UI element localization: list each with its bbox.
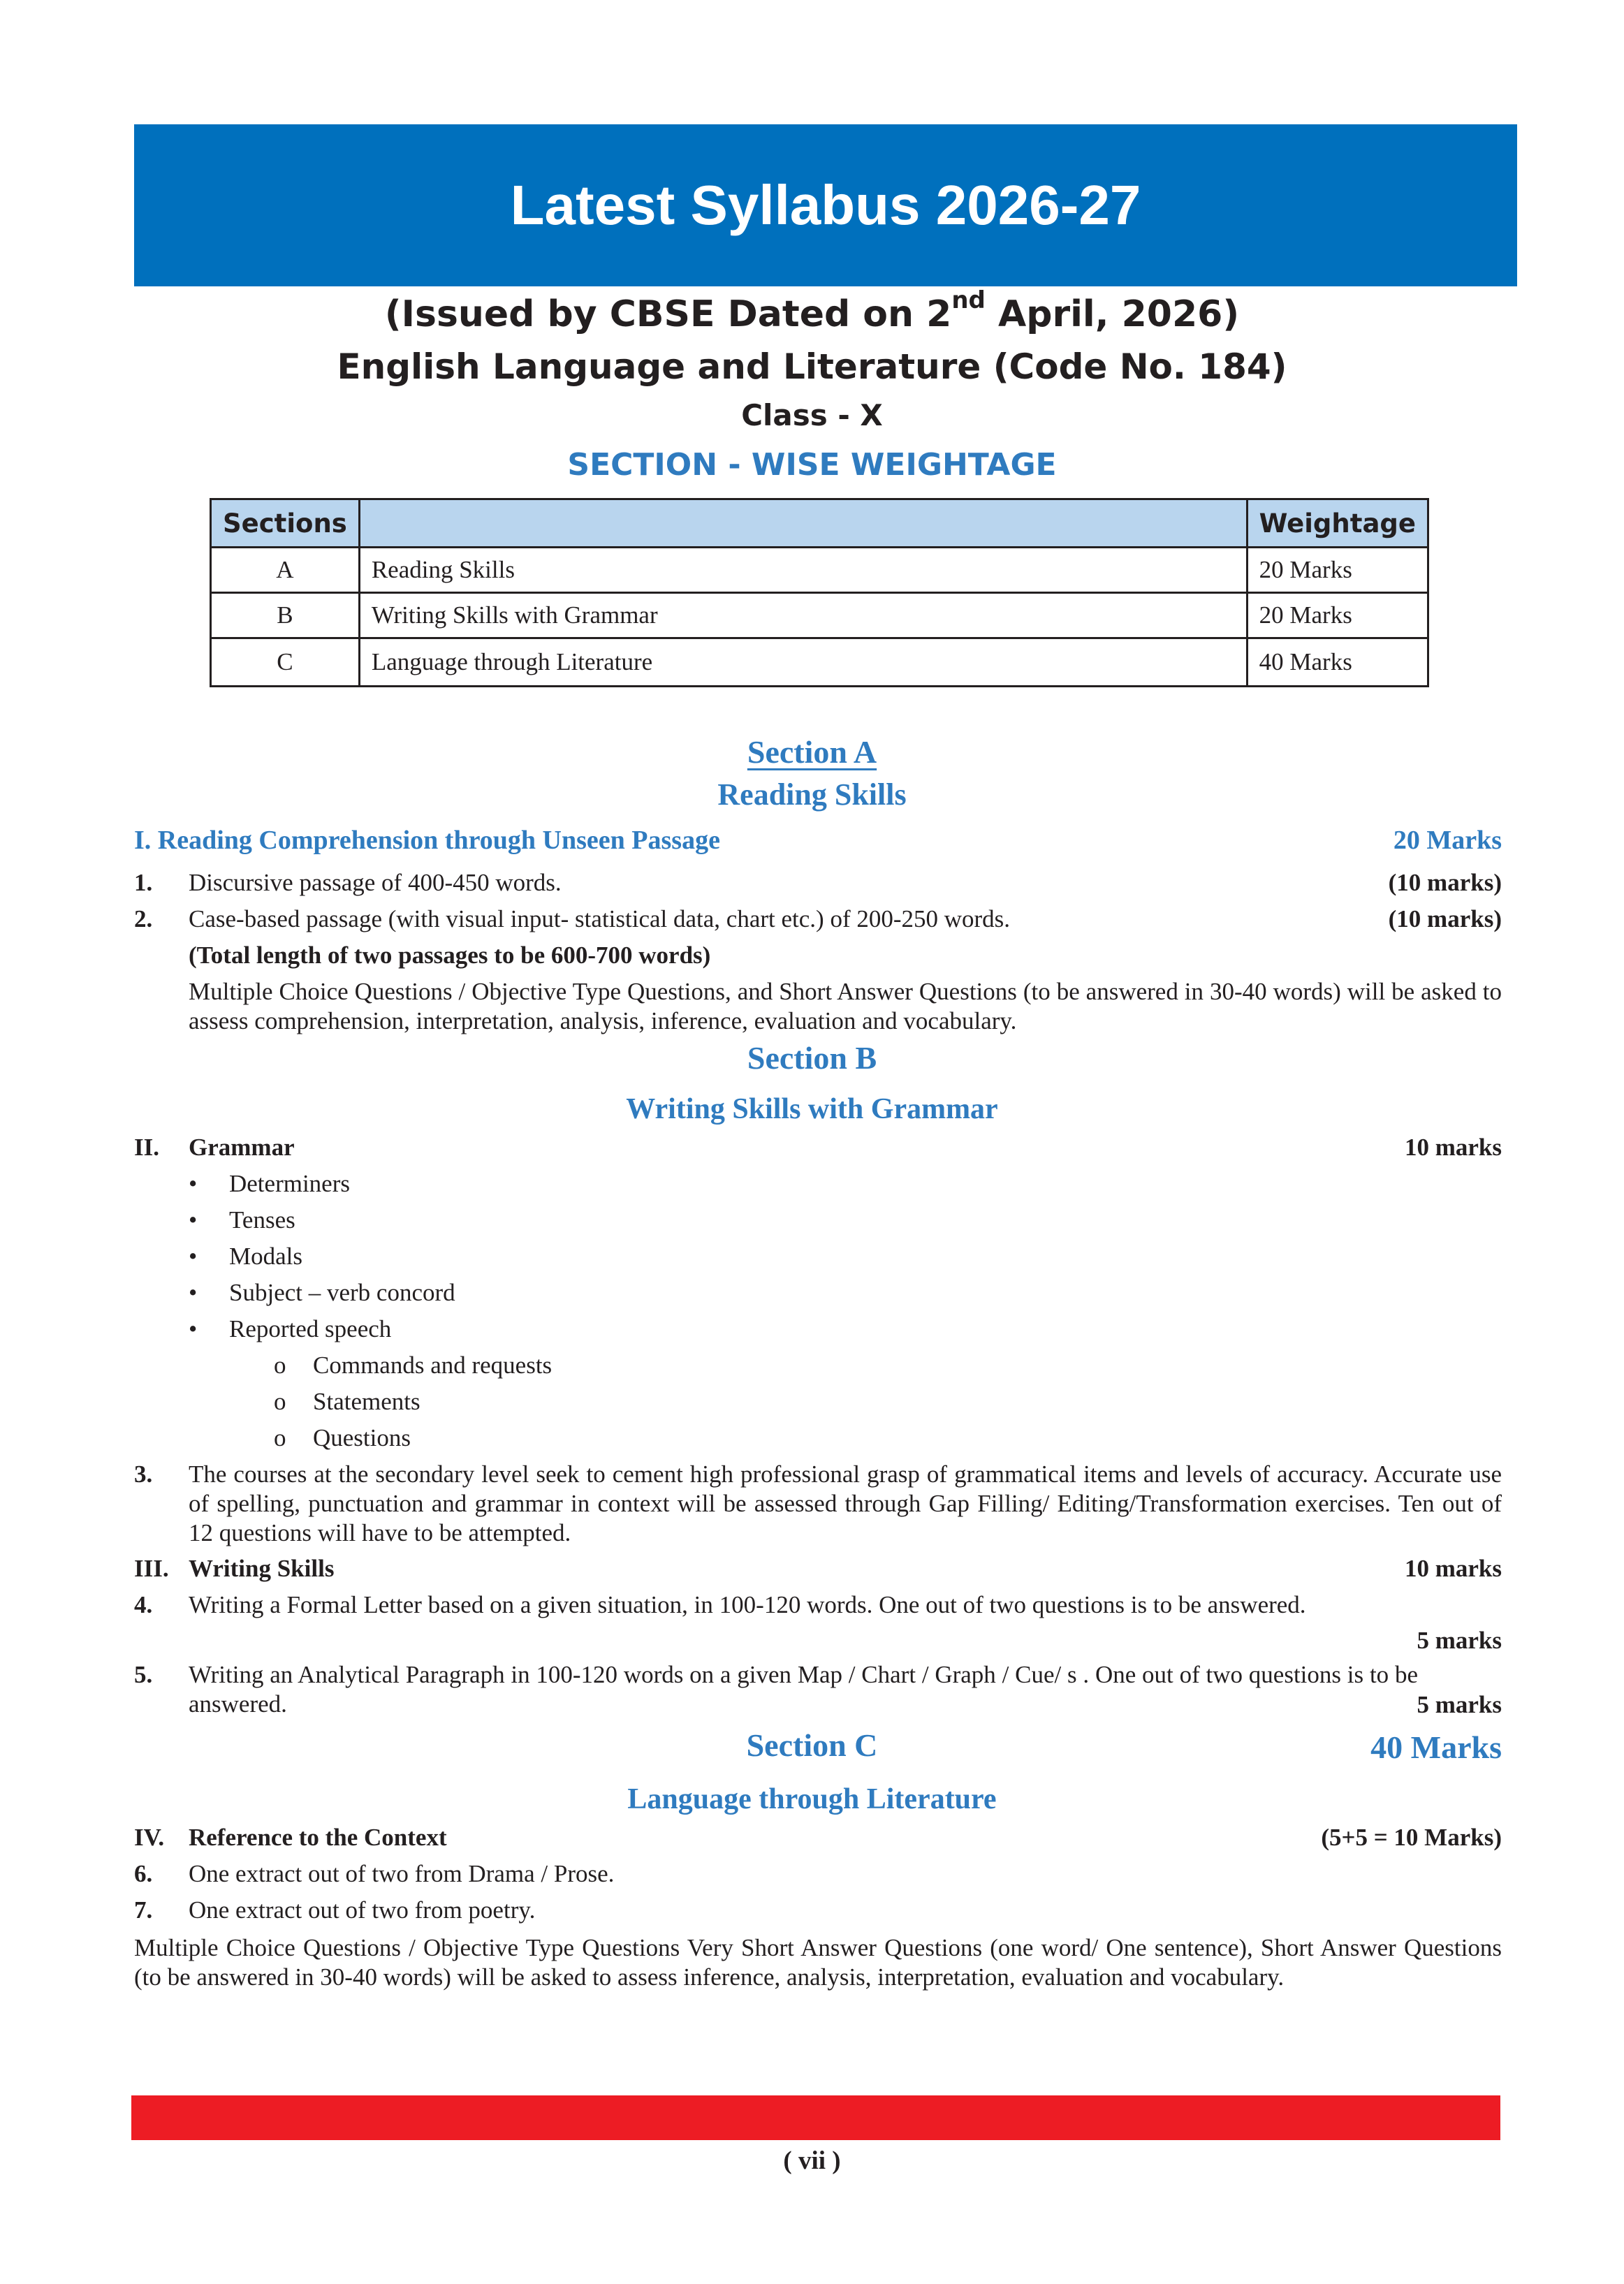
subtopic-text: Statements [313,1388,420,1415]
part-i-heading: I. Reading Comprehension through Unseen Passage [134,826,720,855]
item-number: 4. [134,1591,153,1618]
subtopic-text: Questions [313,1424,411,1451]
banner-title: Latest Syllabus 2026-27 [510,174,1141,236]
item-number: 1. [134,869,153,896]
table-row [211,638,1428,687]
list-item [274,1423,411,1453]
item-number: 7. [134,1896,153,1924]
table-header-row [211,499,1428,548]
part-i-marks: 20 Marks [1393,826,1502,855]
table-row [211,593,1428,638]
item-3-text: The courses at the secondary level seek to cement high professional grasp of grammatical items and levels of accuracy. Accurate use of spelling, punctuation and grammar in context will be assessed through Gap Filling/ Editing/Transformation exercises. Ten out of 12 questions will have to be attempted. [189,1461,1502,1546]
weightage-heading: SECTION - WISE WEIGHTAGE [567,447,1057,483]
header-blank [359,499,1247,548]
topic-text: Reported speech [229,1315,392,1342]
row-name: Writing Skills with Grammar [359,593,1247,638]
section-a-subtitle: Reading Skills [717,777,907,812]
list-item [274,1387,420,1416]
item-marks: (10 marks) [1388,869,1502,896]
item-number: 2. [134,905,153,932]
row-name: Language through Literature [359,638,1247,687]
bullet-icon: • [189,1170,198,1197]
issued-line [0,286,1624,335]
issued-sup: nd [951,286,986,314]
footer-red-bar [131,2095,1500,2140]
class-label: Class - X [741,398,883,432]
reference-heading: Reference to the Context [189,1824,447,1851]
issued-post: April, 2026) [985,293,1240,335]
row-section: C [211,638,360,687]
syllabus-banner [134,124,1517,286]
item-text: One extract out of two from poetry. [189,1896,536,1924]
section-b-subtitle: Writing Skills with Grammar [626,1093,998,1125]
bullet-icon: • [189,1315,198,1342]
list-item [189,1169,350,1199]
grammar-heading: Grammar [189,1134,295,1161]
row-section: A [211,548,360,593]
section-c-description: Multiple Choice Questions / Objective Type Questions Very Short Answer Questions (one word/ One sentence), Short Answer Questions (to be answered in 30-40 words) will be asked to assess inference, analysis, interpretation, evaluation and vocabulary. [134,1934,1502,1991]
writing-heading: Writing Skills [189,1555,335,1582]
writing-marks: 10 marks [1404,1555,1502,1582]
topic-text: Modals [229,1243,302,1270]
bullet-icon: • [189,1206,198,1233]
row-weightage: 20 Marks [1247,593,1428,638]
item-text: One extract out of two from Drama / Prose. [189,1860,615,1887]
topic-text: Tenses [229,1206,295,1233]
item-number: 6. [134,1860,153,1887]
header-weightage: Weightage [1247,499,1428,548]
row-weightage: 40 Marks [1247,638,1428,687]
list-item [189,1278,455,1308]
subtopic-text: Commands and requests [313,1352,553,1379]
circle-bullet-icon: o [274,1352,286,1379]
section-c-marks: 40 Marks [1370,1729,1502,1765]
table-row [211,548,1428,593]
item-number: 3. [134,1461,153,1488]
reference-marks: (5+5 = 10 Marks) [1321,1824,1502,1851]
item-number: 5. [134,1661,153,1688]
item-text: Case-based passage (with visual input- statistical data, chart etc.) of 200-250 words. [189,905,1011,932]
item-marks: 5 marks [1417,1691,1502,1718]
circle-bullet-icon: o [274,1388,286,1415]
row-weightage: 20 Marks [1247,548,1428,593]
section-c-subtitle: Language through Literature [627,1783,997,1815]
item-text: Discursive passage of 400-450 words. [189,869,562,896]
item-text: Writing a Formal Letter based on a given situation, in 100-120 words. One out of two questions is to be answered. [189,1591,1306,1618]
header-sections: Sections [211,499,360,548]
grammar-marks: 10 marks [1404,1134,1502,1161]
circle-bullet-icon: o [274,1424,286,1451]
subject-title: English Language and Literature (Code No. 184) [337,346,1287,387]
reference-number: IV. [134,1824,165,1851]
list-item [274,1351,552,1380]
row-name: Reading Skills [359,548,1247,593]
section-b-title: Section B [747,1040,877,1076]
weightage-table [210,498,1429,687]
item-marks: 5 marks [1417,1627,1502,1654]
bullet-icon: • [189,1243,198,1270]
row-section: B [211,593,360,638]
list-item [189,1315,391,1344]
item-marks: (10 marks) [1388,905,1502,932]
issued-pre: (Issued by CBSE Dated on 2 [384,293,952,335]
bullet-icon: • [189,1279,198,1306]
writing-number: III. [134,1555,169,1582]
topic-text: Subject – verb concord [229,1279,455,1306]
item-5-text: Writing an Analytical Paragraph in 100-120 words on a given Map / Chart / Graph / Cue/ s . One out of two questions is to be answered. [189,1661,1418,1718]
page-number: ( vii ) [783,2146,841,2175]
section-c-title: Section C [746,1727,878,1763]
section-a-description: Multiple Choice Questions / Objective Type Questions, and Short Answer Questions (to be answered in 30-40 words) will be asked to assess comprehension, interpretation, analysis, inference, evaluation and vocabulary. [189,978,1502,1034]
list-item [189,1206,295,1235]
list-item [189,1242,302,1271]
grammar-number: II. [134,1134,159,1161]
total-length-note: (Total length of two passages to be 600-700 words) [189,942,711,969]
topic-text: Determiners [229,1170,350,1197]
section-a-title: Section A [747,734,877,770]
